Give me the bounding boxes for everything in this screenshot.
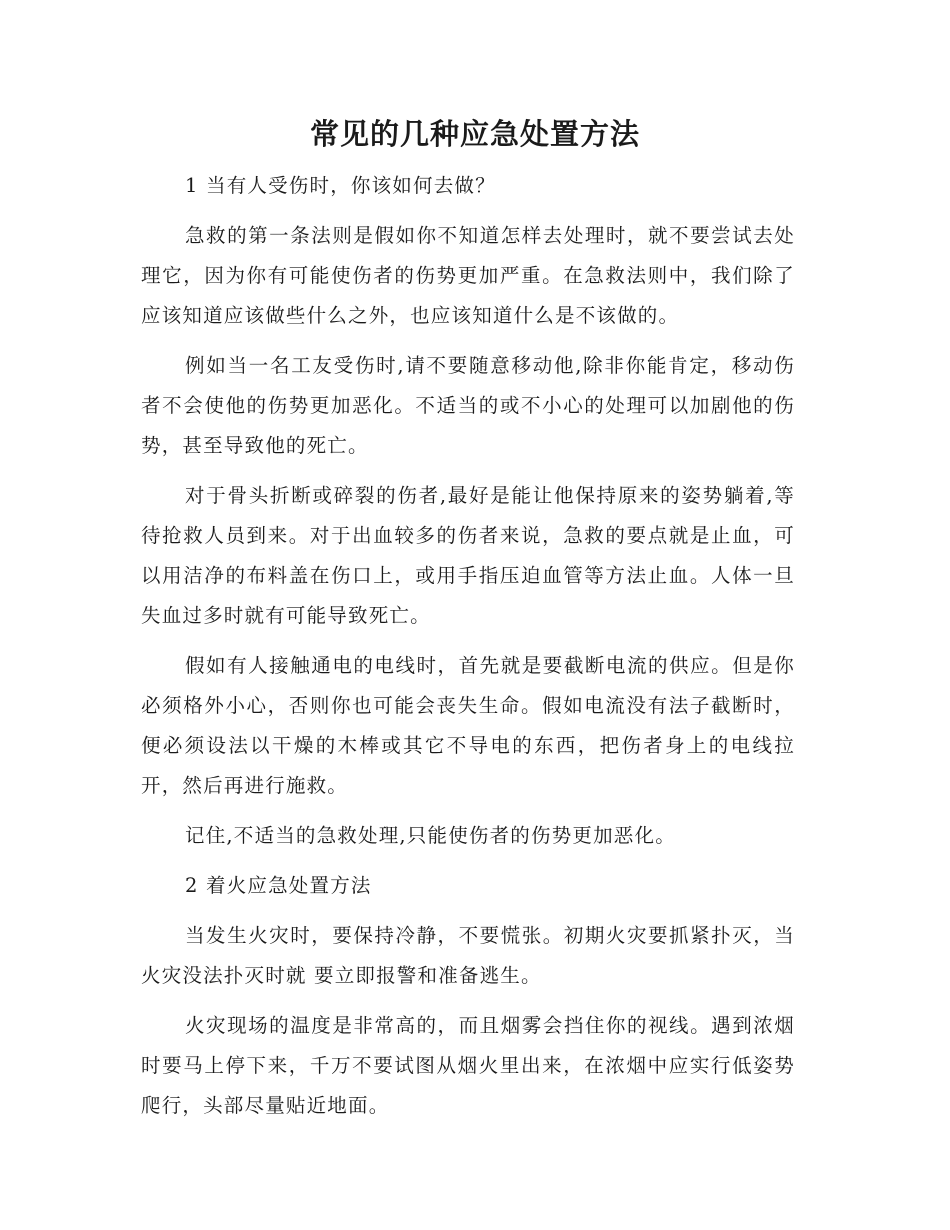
- document-body: [141, 166, 795, 1136]
- document-title: 常见的几种应急处置方法: [309, 117, 640, 151]
- paragraph: 例如当一名工友受伤时,请不要随意移动他,除非你能肯定，移动伤者不会使他的伤势更加恶化。不适当的或不小心的处理可以加剧他的伤势，甚至导致他的死亡。: [141, 354, 795, 457]
- paragraph: 记住,不适当的急救处理,只能使伤者的伤势更加恶化。: [185, 824, 676, 847]
- paragraph: 当发生火灾时，要保持冷静，不要慌张。初期火灾要抓紧扑灭，当火灾没法扑灭时就 要立即报警和准备逃生。: [141, 924, 795, 987]
- paragraph: 火灾现场的温度是非常高的，而且烟雾会挡住你的视线。遇到浓烟时要马上停下来，千万不要试图从烟火里出来，在浓烟中应实行低姿势爬行，头部尽量贴近地面。: [141, 1014, 795, 1117]
- paragraph: 对于骨头折断或碎裂的伤者,最好是能让他保持原来的姿势躺着,等待抢救人员到来。对于出血较多的伤者来说，急救的要点就是止血，可以用洁净的布料盖在伤口上，或用手指压迫血管等方法止血。人体一旦失血过多时就有可能导致死亡。: [141, 484, 795, 627]
- section-heading-injury: 1 当有人受伤时，你该如何去做？: [185, 174, 496, 197]
- section-heading-fire: 2 着火应急处置方法: [185, 874, 372, 897]
- paragraph: 急救的第一条法则是假如你不知道怎样去处理时，就不要尝试去处理它，因为你有可能使伤者的伤势更加严重。在急救法则中，我们除了应该知道应该做些什么之外，也应该知道什么是不该做的。: [141, 224, 795, 327]
- paragraph: 假如有人接触通电的电线时，首先就是要截断电流的供应。但是你必须格外小心，否则你也可能会丧失生命。假如电流没有法子截断时，便必须设法以干燥的木棒或其它不导电的东西，把伤者身上的电线拉开，然后再进行施救。: [141, 654, 795, 797]
